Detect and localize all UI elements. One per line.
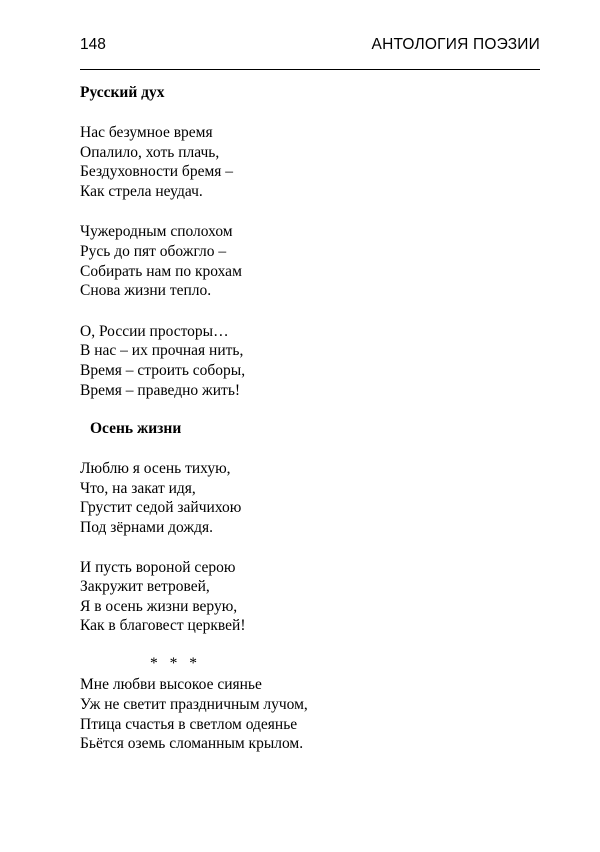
page-content	[80, 80, 540, 754]
verse-line: В нас – их прочная нить,	[80, 342, 244, 360]
verse-line: Под зёрнами дождя.	[80, 518, 214, 536]
verse-line: Чужеродным сполохом	[80, 223, 233, 241]
asterism-separator: * * *	[150, 654, 201, 672]
poem-russkiy-dukh	[80, 83, 540, 400]
verse-line: Мне любви высокое сиянье	[80, 676, 262, 694]
verse-line: Как стрела неудач.	[80, 182, 203, 200]
verse-line: Уж не светит праздничным лучом,	[80, 696, 308, 714]
stanza	[80, 123, 540, 201]
stanza	[80, 558, 540, 636]
verse-line: И пусть вороной серою	[80, 558, 236, 576]
verse-line: Бездуховности бремя –	[80, 163, 234, 181]
stanza	[80, 222, 540, 300]
verse-line: Опалило, хоть плачь,	[80, 143, 220, 161]
verse-line: Люблю я осень тихую,	[80, 460, 231, 478]
verse-line: Птица счастья в светлом одеянье	[80, 715, 298, 733]
stanza	[80, 322, 540, 400]
page-header	[80, 36, 540, 58]
header-divider	[80, 69, 540, 70]
verse-line: Что, на закат идя,	[80, 479, 196, 497]
stanza	[80, 675, 540, 753]
verse-line: О, России просторы…	[80, 322, 229, 340]
verse-line: Снова жизни тепло.	[80, 282, 212, 300]
verse-line: Закружит ветровей,	[80, 578, 210, 596]
verse-line: Время – праведно жить!	[80, 381, 241, 399]
verse-line: Русь до пят обожгло –	[80, 242, 227, 260]
verse-line: Собирать нам по крохам	[80, 262, 242, 280]
page-number: 148	[80, 36, 106, 53]
stanza	[80, 459, 540, 537]
verse-line: Бьётся оземь сломанным крылом.	[80, 735, 304, 753]
verse-line: Я в осень жизни верую,	[80, 597, 238, 615]
poem-title: Русский дух	[80, 84, 165, 101]
verse-line: Время – строить соборы,	[80, 361, 246, 379]
poem-osen-zhizni	[80, 419, 540, 636]
poem-untitled	[80, 654, 540, 754]
verse-line: Грустит седой зайчихою	[80, 499, 242, 517]
running-title: АНТОЛОГИЯ ПОЭЗИИ	[371, 36, 540, 53]
verse-line: Как в благовест церквей!	[80, 617, 246, 635]
poem-title: Осень жизни	[90, 420, 182, 438]
verse-line: Нас безумное время	[80, 124, 213, 141]
